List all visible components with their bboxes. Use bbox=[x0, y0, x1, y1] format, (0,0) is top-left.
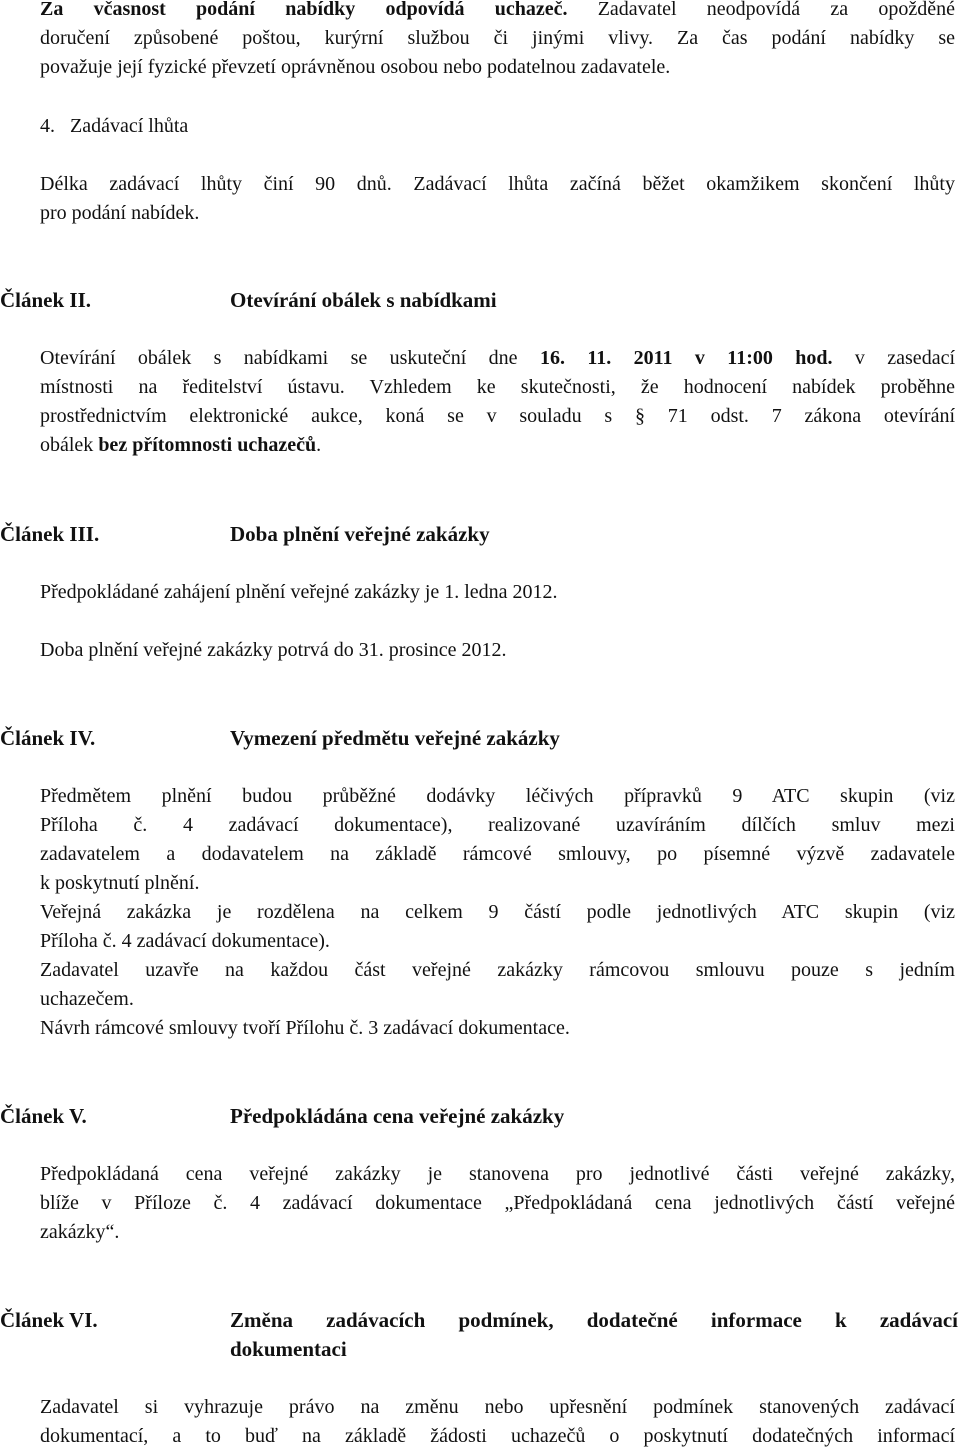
article-2-text-end: v zasedací bbox=[832, 347, 955, 369]
article-2-line-2: místnosti na ředitelství ústavu. Vzhledem ke skutečnosti, že hodnocení nabídek proběhne bbox=[40, 376, 955, 398]
article-4-paragraph bbox=[40, 782, 955, 1043]
article-4-line: zadavatelem a dodavatelem na základě rámcové smlouvy, po písemné výzvě zadavatele bbox=[40, 843, 955, 865]
article-6-line: Zadavatel si vyhrazuje právo na změnu nebo upřesnění podmínek stanovených zadávací bbox=[40, 1396, 955, 1418]
article-6-title bbox=[230, 1306, 958, 1364]
article-2-text: Otevírání obálek s nabídkami se uskuteční dne bbox=[40, 347, 540, 369]
article-6-paragraph bbox=[40, 1393, 955, 1451]
article-3-duration: Doba plnění veřejné zakázky potrvá do 31. prosince 2012. bbox=[40, 639, 507, 661]
section-4-line-2: pro podání nabídek. bbox=[40, 202, 200, 224]
article-3-title: Doba plnění veřejné zakázky bbox=[230, 522, 490, 546]
article-4-line: Příloha č. 4 zadávací dokumentace), realizované uzavíráním dílčích smluv mezi bbox=[40, 814, 955, 836]
article-5-number: Článek V. bbox=[0, 1104, 87, 1128]
article-2-number: Článek II. bbox=[0, 288, 92, 312]
intro-text: Zadavatel neodpovídá za opožděné bbox=[567, 0, 955, 20]
article-6-title-line-2: dokumentaci bbox=[230, 1337, 347, 1361]
intro-line-2: doručení způsobené poštou, kurýrní službou či jinými vlivy. Za čas podání nabídky se bbox=[40, 27, 955, 49]
article-4-line: Návrh rámcové smlouvy tvoří Přílohu č. 3 zadávací dokumentace. bbox=[40, 1017, 570, 1039]
article-5-paragraph bbox=[40, 1160, 955, 1247]
article-4-line: Předmětem plnění budou průběžné dodávky léčivých přípravků 9 ATC skupin (viz bbox=[40, 785, 955, 807]
intro-paragraph bbox=[40, 0, 955, 82]
section-4-heading: 4. Zadávací lhůta bbox=[40, 115, 189, 137]
article-3-start: Předpokládané zahájení plnění veřejné zakázky je 1. ledna 2012. bbox=[40, 581, 558, 603]
article-2-period: . bbox=[316, 434, 322, 456]
section-4-line-1: Délka zadávací lhůty činí 90 dnů. Zadávací lhůta začíná běžet okamžikem skončení lhůty bbox=[40, 173, 955, 195]
article-2-paragraph bbox=[40, 344, 955, 460]
without-bidders-text: bez přítomnosti uchazečů bbox=[98, 434, 317, 456]
article-5-line: Předpokládaná cena veřejné zakázky je stanovena pro jednotlivé části veřejné zakázky, bbox=[40, 1163, 955, 1185]
article-4-title: Vymezení předmětu veřejné zakázky bbox=[230, 726, 560, 750]
intro-line-3: považuje její fyzické převzetí oprávněnou osobou nebo podatelnou zadavatele. bbox=[40, 56, 671, 78]
article-2-line-3: prostřednictvím elektronické aukce, koná se v souladu s § 71 odst. 7 zákona otevírání bbox=[40, 405, 955, 427]
article-2-title: Otevírání obálek s nabídkami bbox=[230, 288, 497, 312]
article-4-number: Článek IV. bbox=[0, 726, 96, 750]
article-4-line: Příloha č. 4 zadávací dokumentace). bbox=[40, 930, 330, 952]
article-4-line: Veřejná zakázka je rozdělena na celkem 9 částí podle jednotlivých ATC skupin (viz bbox=[40, 901, 955, 923]
article-4-line: Zadavatel uzavře na každou část veřejné zakázky rámcovou smlouvu pouze s jedním bbox=[40, 959, 955, 981]
article-3-number: Článek III. bbox=[0, 522, 100, 546]
article-5-line: zakázky“. bbox=[40, 1221, 120, 1243]
article-4-line: uchazečem. bbox=[40, 988, 134, 1010]
article-6-number: Článek VI. bbox=[0, 1308, 98, 1332]
article-2-line-4: obálek bbox=[40, 434, 99, 456]
article-6-line: dokumentací, a to buď na základě žádosti uchazečů o poskytnutí dodatečných informací bbox=[40, 1425, 955, 1447]
article-5-title: Předpokládána cena veřejné zakázky bbox=[230, 1104, 565, 1128]
article-5-line: blíže v Příloze č. 4 zadávací dokumentace „Předpokládaná cena jednotlivých částí veřejné bbox=[40, 1192, 955, 1214]
article-6-title-line-1: Změna zadávacích podmínek, dodatečné informace k zadávací bbox=[230, 1308, 958, 1332]
section-4-paragraph bbox=[40, 170, 955, 228]
opening-date: 16. 11. 2011 v 11:00 hod. bbox=[539, 347, 833, 369]
article-4-line: k poskytnutí plnění. bbox=[40, 872, 200, 894]
intro-bold-text: Za včasnost podání nabídky odpovídá uchazeč. bbox=[40, 0, 568, 20]
